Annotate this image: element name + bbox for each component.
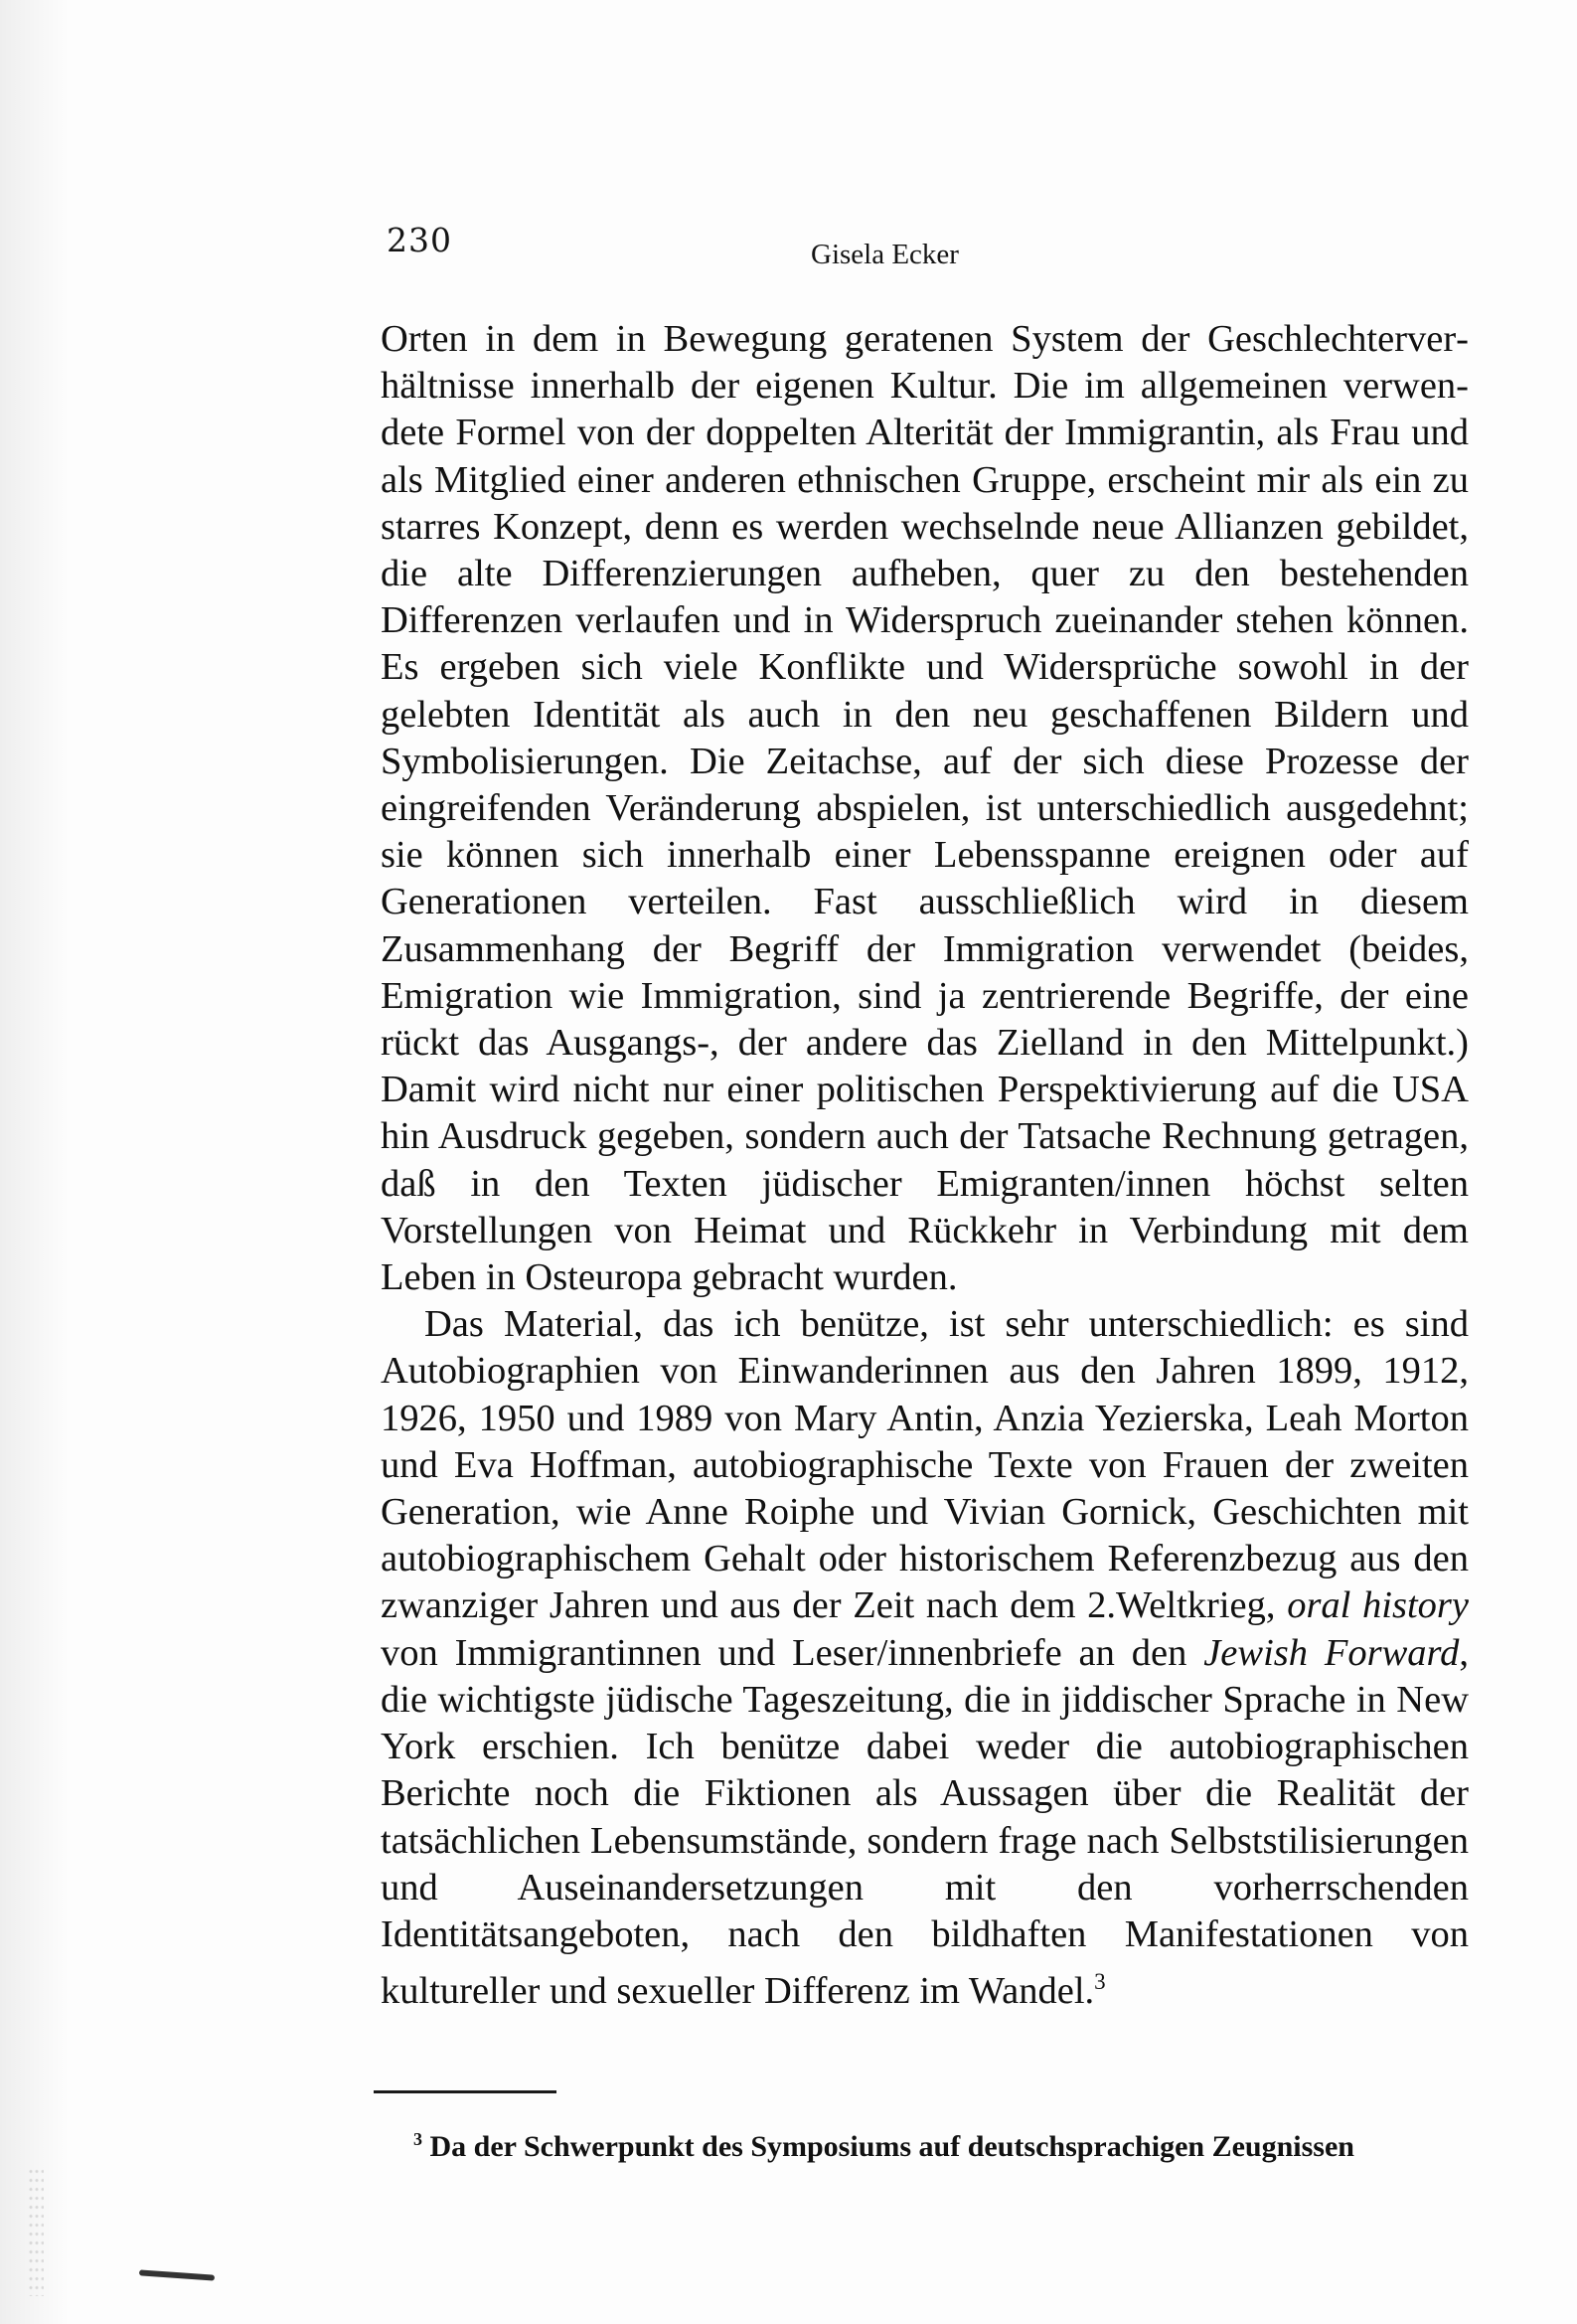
footnote-reference: 3 <box>1094 1968 1106 1995</box>
footnote <box>413 2129 1469 2164</box>
running-head-author: Gisela Ecker <box>811 239 959 270</box>
paragraph-2 <box>381 1301 1469 2015</box>
footnote-separator <box>374 2090 556 2093</box>
main-text <box>381 316 1469 2015</box>
paragraph-1: Orten in dem in Bewegung geratenen System der Geschlechterverhältnisse innerhalb der eigenen Kultur. Die im allgemeinen verwendete Formel von der doppelten Alterität der Immigrantin, als Frau und als Mitglied einer anderen ethnischen Gruppe, erscheint mir als ein zu starres Konzept, denn es werden wechselnde neue Allianzen gebildet, die alte Differenzierungen aufheben, quer zu den bestehenden Differenzen verlaufen und in Widerspruch zueinander stehen können. Es ergeben sich viele Konflikte und Widersprüche sowohl in der gelebten Identität als auch in den neu geschaffenen Bildern und Symbolisierungen. Die Zeitachse, auf der sich diese Prozesse der eingreifenden Veränderung abspielen, ist unterschiedlich ausgedehnt; sie können sich innerhalb einer Lebensspanne ereignen oder auf Generationen verteilen. Fast ausschließlich wird in diesem Zusammenhang der Begriff der Immigration verwendet (beides, Emigration wie Immigration, sind ja zentrierende Begriffe, der eine rückt das Ausgangs-, der andere das Zielland in den Mittelpunkt.) Damit wird nicht nur einer politischen Perspektivierung auf die USA hin Ausdruck gegeben, sondern auch der Tatsache Rechnung getragen, daß in den Texten jüdischer Emigranten/innen höchst selten Vorstellungen von Heimat und Rückkehr in Verbindung mit dem Leben in Osteuropa gebracht wurden. <box>381 318 1469 1299</box>
scan-smudge <box>139 2269 215 2280</box>
scan-noise <box>28 2167 44 2296</box>
title-jewish-forward: Jewish Forward <box>1203 1631 1460 1674</box>
page-number: 230 <box>387 221 452 259</box>
footnote-text: Da der Schwerpunkt des Symposiums auf deutschsprachigen Zeugnissen <box>429 2130 1354 2163</box>
paragraph-2-part-2: von Immigrantinnen und Leser/innenbriefe an den <box>381 1631 1187 1674</box>
scan-edge-shadow <box>0 0 70 2324</box>
footnote-number: 3 <box>413 2129 422 2149</box>
term-oral-history: oral history <box>1287 1584 1469 1627</box>
paragraph-2-part-1: Das Material, das ich benütze, ist sehr unterschiedlich: es sind Autobiographien von Einwanderinnen aus den Jahren 1899, 1912, 1926, 1950 und 1989 von Mary Antin, Anzia Yezierska, Leah Morton und Eva Hoffman, autobiographische Texte von Frauen der zweiten Generation, wie Anne Roiphe und Vivian Gornick, Geschichten mit autobiographischem Gehalt oder historischem Referenzbezug aus den zwanziger Jahren und aus der Zeit nach dem 2.Weltkrieg, <box>381 1303 1469 1627</box>
paragraph-2-part-3: , die wichtigste jüdische Tageszeitung, die in jiddischer Sprache in New York erschien. Ich benütze dabei weder die autobiographischen Berichte noch die Fiktionen als Aussagen über die Realität der tatsächlichen Lebensumstände, sondern frage nach Selbststilisierungen und Auseinandersetzungen mit den vorherrschenden Identitätsangeboten, nach den bildhaften Manifestationen von kultureller und sexueller Differenz im Wandel. <box>381 1631 1469 2012</box>
